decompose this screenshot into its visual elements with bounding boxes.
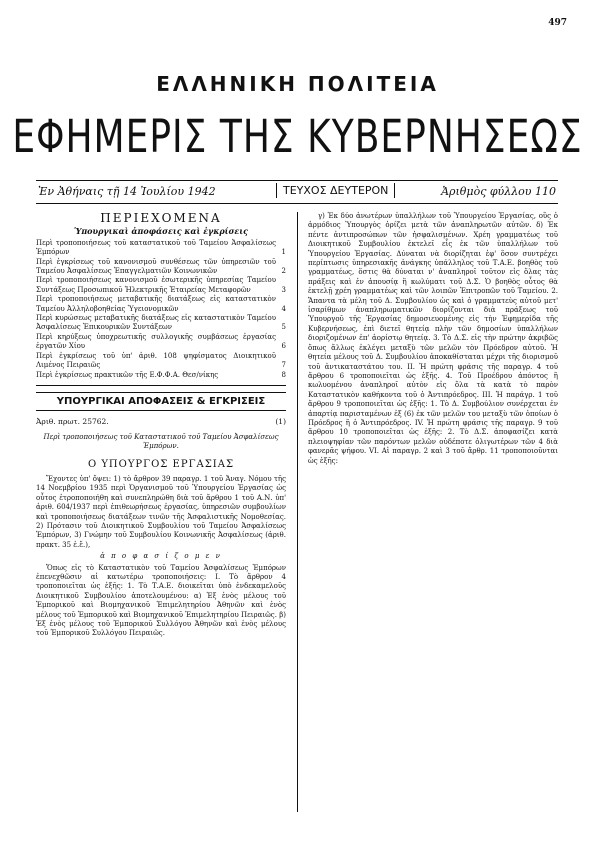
masthead-rule-bottom	[36, 203, 558, 204]
contents-item-text: Περὶ ἐγκρίσεως τοῦ ὑπ' ἀριθ. 108 ψηφίσματος Διοικητικοῦ Λιμένος Πειραιῶς	[36, 351, 276, 370]
preamble-text: Ἔχοντες ὑπ' ὄψει: 1) τὸ ἄρθρον 39 παραγρ. 1 τοῦ Ἀναγ. Νόμου τῆς 14 Νοεμβρίου 1935 περὶ Ὀργανισμοῦ τοῦ Ὑπουργείου Ἐργασίας ὡς οὗτος ἐτροποποιήθη καὶ συνεπληρώθη διὰ τοῦ ἄρθρου 1 τοῦ Α.Ν. ὑπ' ἀριθ. 604/1937 περὶ ἐπιθεωρήσεως ἐργασίας, ὑπηρεσιῶν συμβουλίων καὶ τροποποιήσεως διατάξεων τινῶν τῆς Ἀσφαλιστικῆς Νομοθεσίας. 2) Πρότασιν τοῦ Διοικητικοῦ Συμβουλίου τοῦ Ταμείου Ἀσφαλίσεως Ἐμπόρων, 3) Γνώμην τοῦ Συμβουλίου Κοινωνικῆς Ἀσφαλίσεως (ἀριθ. πρακτ. 35 ἐ.ἔ.),	[36, 474, 286, 549]
contents-item-text: Περὶ τροποποιήσεως κανονισμοῦ ἐσωτερικῆς ὑπηρεσίας Ταμείου Συντάξεως Προσωπικοῦ Ἠλεκτρικῆς Ἑταιρείας Μεταφορῶν	[36, 276, 276, 294]
contents-list	[36, 239, 286, 380]
contents-item	[36, 333, 286, 352]
contents-item-page: 5	[281, 323, 286, 332]
contents-item-page: 7	[281, 361, 286, 370]
contents-item	[36, 371, 286, 380]
contents-item	[36, 258, 286, 277]
decision-body: Ὅπως εἰς τὸ Καταστατικὸν τοῦ Ταμείου Ἀσφαλίσεως Ἐμπόρων ἐπενεχθῶσιν αἱ κατωτέρω τροποποιήσεις: I. Τὸ ἄρθρον 4 τροποποιεῖται ὡς ἑξῆς: 1. Τὸ Τ.Α.Ε. διοικεῖται ὑπὸ ἑνδεκαμελοῦς Διοικητικοῦ Συμβουλίου ἀποτελουμένου: α) Ἐξ ἑνὸς μέλους τοῦ Ἐμπορικοῦ καὶ Βιομηχανικοῦ Ἐπιμελητηρίου Ἀθηνῶν καὶ ἑνὸς μέλους τοῦ Ἐμπορικοῦ καὶ Βιομηχανικοῦ Ἐπιμελητηρίου Πειραιῶς. β) Ἐξ ἑνὸς μέλους τοῦ Ἐμπορικοῦ Συλλόγου Ἀθηνῶν καὶ ἑνὸς μέλους τοῦ Ἐμπορικοῦ Συλλόγου Πειραιῶς.	[36, 563, 286, 638]
issue-volume: ΤΕΥΧΟΣ ΔΕΥΤΕΡΟΝ	[276, 183, 395, 198]
contents-item-page: 6	[281, 342, 286, 351]
contents-item-page: 3	[281, 285, 286, 294]
gazette-title: ΕΦΗΜΕΡΙΣ ΤΗΣ ΚΥΒΕΡΝΗΣΕΩΣ	[12, 112, 583, 164]
contents-item-page: 1	[281, 248, 286, 257]
contents-item-text: Περὶ ἐγκρίσεως τοῦ κανονισμοῦ συνθέσεως τῶν ὑπηρεσιῶν τοῦ Ταμείου Ἀσφαλίσεως Ἐπαγγελματιῶν Κοινωνικῶν	[36, 257, 276, 276]
contents-item	[36, 295, 286, 314]
contents-item-text: Περὶ κυρώσεως μεταβατικῆς διατάξεως εἰς καταστατικὸν Ταμείου Ἀσφαλίσεως Ἐπικουρικῶν Συντάξεων	[36, 314, 276, 332]
contents-item	[36, 239, 286, 258]
contents-item	[36, 352, 286, 371]
protocol-number: Ἀριθ. πρωτ. 25762.	[36, 417, 109, 427]
masthead-rule-top	[36, 180, 558, 181]
right-column	[308, 212, 558, 466]
contents-item-text: Περὶ τροποποιήσεως μεταβατικῆς διατάξεως εἰς καταστατικὸν Ταμείου Ἀλληλοβοηθείας Ὑγειονομικῶν	[36, 295, 276, 313]
dateline	[36, 183, 558, 201]
issue-date: Ἐν Ἀθήναις τῇ 14 Ἰουλίου 1942	[38, 185, 216, 198]
contents-item-text: Περὶ τροποποιήσεως τοῦ καταστατικοῦ τοῦ Ταμείου Ἀσφαλίσεως Ἐμπόρων	[36, 238, 276, 257]
contents-item-page: 8	[281, 370, 286, 379]
contents-rule	[36, 385, 286, 386]
column-divider	[297, 212, 298, 812]
contents-item	[36, 314, 286, 333]
left-column	[36, 212, 286, 639]
decision-subject: Περὶ τροποποιήσεως τοῦ Καταστατικοῦ τοῦ Ταμείου Ἀσφαλίσεως Ἐμπόρων.	[43, 432, 279, 451]
contents-item-text: Περὶ κηρύξεως ὑποχρεωτικῆς συλλογικῆς συμβάσεως ἐργασίας ἐργατῶν Χίου	[36, 332, 276, 351]
decides-label: ἀ π ο φ α σ ί ζ ο μ ε ν	[100, 552, 222, 561]
contents-item-page: 2	[281, 267, 286, 276]
sheet-number: Ἀριθμὸς φύλλου 110	[441, 185, 556, 198]
contents-item	[36, 276, 286, 295]
minister-title: Ο ΥΠΟΥΡΓΟΣ ΕΡΓΑΣΙΑΣ	[87, 458, 235, 470]
decision-continued: γ) Ἐκ δύο ἀνωτέρων ὑπαλλήλων τοῦ Ὑπουργείου Ἐργασίας, οὓς ὁ ἁρμόδιος Ὑπουργὸς ὁρίζει μετὰ τῶν ἀναπληρωτῶν αὐτῶν. δ) Ἐκ πέντε ἀντιπροσώπων τῶν ἠσφαλισμένων. Χρέη γραμματέως τοῦ Διοικητικοῦ Συμβουλίου ἐκτελεῖ εἷς ἐκ τῶν ὑπαλλήλων τοῦ Ὑπουργείου Ἐργασίας. Δύναται νὰ διορίζηται ἐφ' ὅσον συντρέχει περίπτωσις ὑπηρεσιακῆς ἀνάγκης ὑπάλληλος τοῦ Τ.Α.Ε. βοηθὸς τοῦ γραμματέως, ὅστις θὰ δύναται ν' ἀναπληροῖ τοῦτον εἰς ὅλας τὰς πράξεις καὶ ἐν ἀπουσίᾳ ἢ κωλύματι τοῦ Δ.Σ. Ὁ βοηθὸς οὗτος θὰ ἐκτελῇ χρέη γραμματέως καὶ τῶν λοιπῶν Ἐπιτροπῶν τοῦ Ταμείου. 2. Ἅπαντα τὰ μέλη τοῦ Δ. Συμβουλίου ὡς καὶ ὁ γραμματεὺς αὐτοῦ μετ' ἰσαρίθμων ἀναπληρωματικῶν διορίζονται διὰ πράξεως τοῦ Ὑπουργοῦ τῆς Ἐργασίας δημοσιευομένης εἰς τὴν Ἐφημερίδα τῆς Κυβερνήσεως, ἐπὶ διετεῖ θητείᾳ πλὴν τῶν δημοσίων ὑπαλλήλων διοριζομένων ἐπ' ἀορίστῳ θητείᾳ. 3. Τὸ Δ.Σ. εἰς τὴν πρώτην ἀκριβῶς ὅπως ἄλλως ἐκλέγει μεταξὺ τῶν μελῶν τὸν Πρόεδρον αὐτοῦ. Ἡ θητεία μέλους τοῦ Δ. Συμβουλίου ἀποκαθίσταται μέχρι τῆς διορισμοῦ τοῦ ἀντικαταστάτου του. II. Ἡ πρώτη φράσις τῆς παραγρ. 4 τοῦ ἄρθρου 6 τροποποιεῖται ὡς ἑξῆς. 4. Τοῦ Προέδρου ἀπόντος ἢ κωλυομένου ἀναπληροῖ αὐτὸν εἰς ὅλα τὰ κατὰ τὸ παρὸν Καταστατικὸν καθήκοντα τοῦ ὁ Ἀντιπρόεδρος. III. Ἡ παράγρ. 1 τοῦ ἄρθρου 9 τροποποιεῖται ὡς ἑξῆς: 1. Τὸ Δ. Συμβούλιον συνέρχεται ἐν ἀπαρτίᾳ παρισταμένων ἐξ (6) ἐκ τῶν μελῶν του μεταξὺ τῶν ὁποίων ὁ Πρόεδρος ἢ ὁ Ἀντιπρόεδρος. IV. Ἡ πρώτη φράσις τῆς παραγρ. 9 τοῦ ἄρθρου 10 τροποποιεῖται ὡς ἑξῆς: 2. Τὸ Δ.Σ. ἀποφασίζει κατὰ πλειοψηφίαν τῶν παρόντων μελῶν οὐδέποτε ὀλιγωτέρων τῶν 4 διὰ φανερᾶς ψήφου. VI. Αἱ παραγρ. 2 καὶ 3 τοῦ ἄρθρ. 11 τροποποιοῦνται ὡς ἑξῆς:	[308, 212, 558, 465]
contents-item-page: 4	[281, 304, 286, 313]
contents-item-text: Περὶ ἐγκρίσεως πρακτικῶν τῆς Ε.Φ.Φ.Α. Θεσ/νίκης	[36, 370, 219, 379]
reference-line	[36, 417, 286, 426]
contents-subheading: Ὑπουργικαὶ ἀποφάσεις καὶ ἐγκρίσεις	[73, 226, 249, 237]
contents-heading: ΠΕΡΙΕΧΟΜΕΝΑ	[100, 211, 222, 225]
section-heading: ΥΠΟΥΡΓΙΚΑΙ ΑΠΟΦΑΣΕΙΣ & ΕΓΚΡΙΣΕΙΣ	[36, 392, 286, 411]
item-number: (1)	[275, 417, 286, 427]
state-heading: ΕΛΛΗΝΙΚΗ ΠΟΛΙΤΕΙΑ	[156, 72, 439, 96]
page-number: 497	[548, 18, 567, 28]
